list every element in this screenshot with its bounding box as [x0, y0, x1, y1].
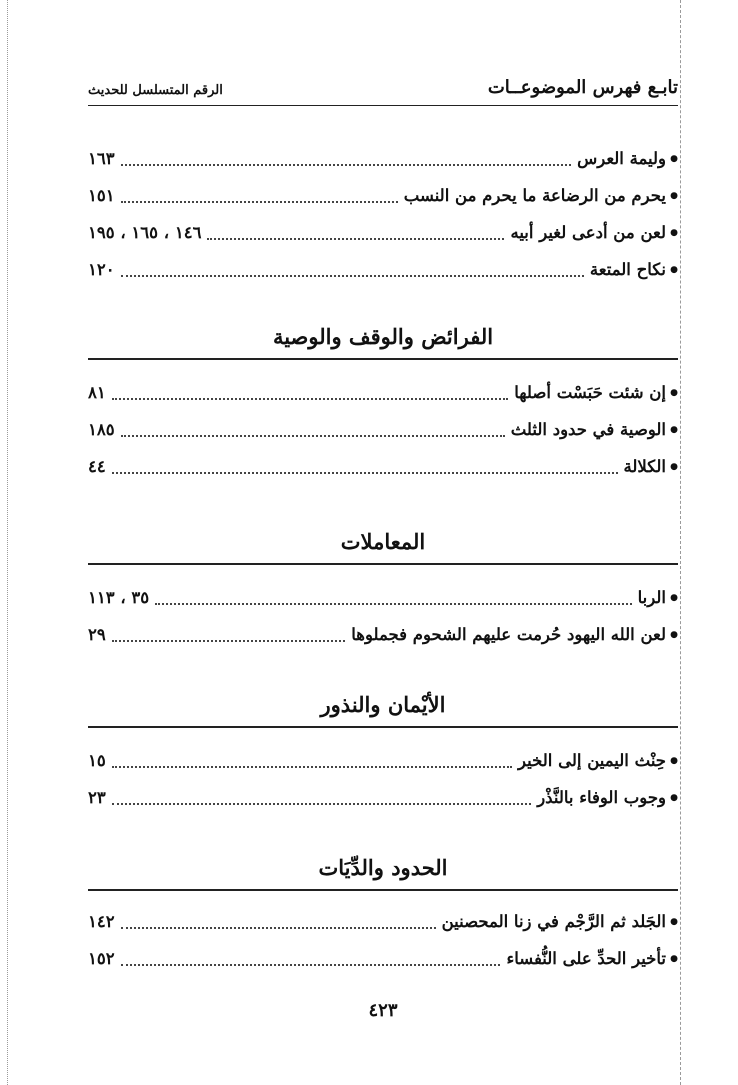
dot-leader [112, 766, 512, 768]
entry-pages: ١٥ [88, 751, 106, 770]
bullet-icon: ● [670, 461, 678, 472]
entry-text: تأخير الحدِّ على النُّفساء [506, 949, 666, 968]
section-rule [88, 726, 678, 728]
index-entry [88, 411, 678, 448]
bullet-icon: ● [670, 792, 678, 803]
entry-text: نكاح المتعة [589, 260, 666, 279]
entry-pages: ٣٥ ، ١١٣ [88, 588, 150, 607]
bullet-icon: ● [670, 190, 678, 201]
entry-text: لعن من أدعى لغير أبيه [510, 223, 666, 242]
index-entry [88, 779, 678, 816]
dot-leader [121, 927, 436, 929]
header-rule [88, 105, 678, 106]
running-header [88, 72, 678, 98]
index-entry [88, 940, 678, 977]
index-entry [88, 616, 678, 653]
section-heading: الأيْمان والنذور [320, 692, 446, 717]
running-header-title: تابـع فهرس الموضوعــات [487, 77, 678, 98]
entry-pages: ٢٩ [88, 625, 106, 644]
entry-pages: ١٤٦ ، ١٦٥ ، ١٩٥ [88, 223, 202, 242]
entry-list [88, 742, 678, 816]
section-transactions [88, 527, 678, 653]
bullet-icon: ● [670, 424, 678, 435]
bullet-icon: ● [670, 387, 678, 398]
index-entry [88, 177, 678, 214]
entry-text: إن شئت حَبَسْت أصلها [514, 383, 666, 402]
entry-text: لعن الله اليهود حُرمت عليهم الشحوم فجملوها [351, 625, 666, 644]
dot-leader [112, 803, 531, 805]
running-header-subtitle: الرقم المتسلسل للحديث [88, 83, 223, 98]
bullet-icon: ● [670, 755, 678, 766]
bullet-icon: ● [670, 153, 678, 164]
section-rule [88, 358, 678, 360]
dot-leader [112, 472, 618, 474]
section-heading: الحدود والدِّيَات [318, 855, 448, 880]
entry-pages: ٢٣ [88, 788, 106, 807]
bullet-icon: ● [670, 916, 678, 927]
entry-text: الوصية في حدود الثلث [510, 420, 666, 439]
bullet-icon: ● [670, 953, 678, 964]
entry-list [88, 903, 678, 977]
dot-leader [121, 164, 571, 166]
entry-pages: ٤٤ [88, 457, 106, 476]
dot-leader [112, 398, 509, 400]
dot-leader [112, 640, 346, 642]
entry-text: وليمة العرس [577, 149, 666, 168]
entry-text: حِنْث اليمين إلى الخير [518, 751, 666, 770]
entry-text: الجَلد ثم الرَّجْم في زنا المحصنين [441, 912, 666, 931]
entry-list [88, 374, 678, 485]
index-entry [88, 742, 678, 779]
entry-text: الكلالة [623, 457, 666, 476]
continued-entries [88, 140, 678, 288]
index-entry [88, 448, 678, 485]
entry-pages: ١٦٣ [88, 149, 115, 168]
entry-pages: ١٢٠ [88, 260, 115, 279]
section-heading: المعاملات [340, 529, 426, 554]
index-entry [88, 140, 678, 177]
bullet-icon: ● [670, 264, 678, 275]
entry-pages: ١٤٢ [88, 912, 115, 931]
entry-pages: ١٥٢ [88, 949, 115, 968]
index-entry [88, 374, 678, 411]
entry-pages: ١٥١ [88, 186, 115, 205]
bullet-icon: ● [670, 592, 678, 603]
entry-text: الربا [637, 588, 666, 607]
entry-list [88, 579, 678, 653]
bullet-icon: ● [670, 629, 678, 640]
right-crop-guide [680, 0, 681, 1085]
index-entry [88, 214, 678, 251]
index-entry [88, 903, 678, 940]
section-inheritance [88, 322, 678, 485]
dot-leader [121, 201, 398, 203]
dot-leader [207, 238, 504, 240]
entry-text: يحرم من الرضاعة ما يحرم من النسب [403, 186, 666, 205]
entry-pages: ٨١ [88, 383, 106, 402]
entry-pages: ١٨٥ [88, 420, 115, 439]
entry-text: وجوب الوفاء بالنَّذْر [537, 788, 666, 807]
section-oaths [88, 690, 678, 816]
section-rule [88, 563, 678, 565]
left-crop-guide [7, 0, 8, 1085]
index-entry [88, 251, 678, 288]
entry-list [88, 140, 678, 288]
bullet-icon: ● [670, 227, 678, 238]
dot-leader [121, 964, 501, 966]
dot-leader [155, 603, 632, 605]
dot-leader [121, 275, 584, 277]
section-penalties [88, 853, 678, 977]
section-heading: الفرائض والوقف والوصية [272, 324, 494, 349]
index-entry [88, 579, 678, 616]
dot-leader [121, 435, 505, 437]
page-number: ٤٢٣ [368, 1000, 398, 1021]
section-rule [88, 889, 678, 891]
